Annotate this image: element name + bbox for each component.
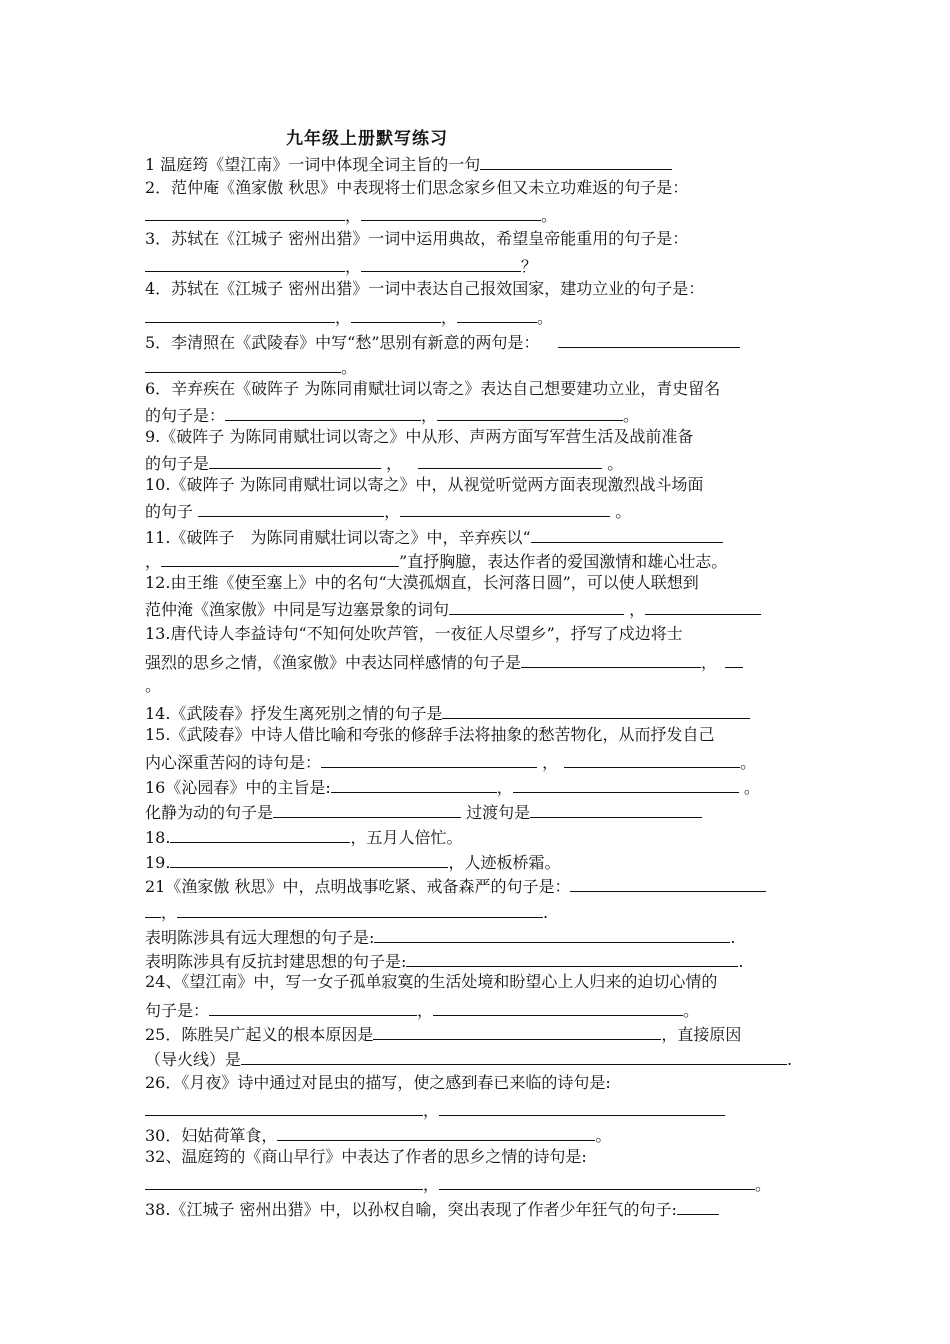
question-22: 表明陈涉具有远大理想的句子是: . xyxy=(145,925,736,947)
question-2: 2．范仲庵《渔家傲 秋思》中表现将士们思念家乡但又未立功难返的句子是： xyxy=(145,178,689,197)
question-5-answers: 。 xyxy=(145,355,357,377)
question-13: 13.唐代诗人李益诗句“不知何处吹芦管，一夜征人尽望乡”，抒写了戍边将士 xyxy=(145,624,683,643)
question-16-b: 化静为动的句子是 过渡句是 xyxy=(145,800,702,822)
question-15-answers: 内心深重苦闷的诗句是： ， 。 xyxy=(145,750,756,772)
question-32: 32、温庭筠的《商山早行》中表达了作者的思乡之情的诗句是: xyxy=(145,1147,587,1166)
question-13-end: 。 xyxy=(145,676,162,695)
answer-blank[interactable] xyxy=(531,525,723,543)
question-9-answers: 的句子是 ， 。 xyxy=(145,451,623,473)
answer-blank[interactable] xyxy=(351,305,441,323)
question-23: 表明陈涉具有反抗封建思想的句子是: . xyxy=(145,949,744,971)
question-30: 30．妇姑荷箪食， 。 xyxy=(145,1123,611,1145)
question-3: 3．苏轼在《江城子 密州出猎》一词中运用典故，希望皇帝能重用的句子是： xyxy=(145,229,689,248)
answer-blank[interactable] xyxy=(437,403,623,421)
page-title: 九年级上册默写练习 xyxy=(286,129,448,149)
question-21: 21《渔家傲 秋思》中，点明战事吃紧、戒备森严的句子是： xyxy=(145,874,766,896)
question-13-answers: 强烈的思乡之情，《渔家傲》中表达同样感情的句子是 ， xyxy=(145,650,743,672)
answer-blank[interactable] xyxy=(361,254,521,272)
answer-blank[interactable] xyxy=(433,998,683,1016)
question-18: 18. ，五月人倍忙。 xyxy=(145,825,462,847)
answer-blank[interactable] xyxy=(241,1047,787,1065)
question-5: 5．李清照在《武陵春》中写“愁”思别有新意的两句是： xyxy=(145,330,740,352)
answer-blank[interactable] xyxy=(449,597,624,615)
answer-blank[interactable] xyxy=(209,998,417,1016)
answer-blank[interactable] xyxy=(677,1197,719,1215)
answer-blank[interactable] xyxy=(225,403,421,421)
answer-blank[interactable] xyxy=(170,850,448,868)
question-9: 9.《破阵子 为陈同甫赋壮词以寄之》中从形、声两方面写军营生活及战前准备 xyxy=(145,427,694,446)
question-24: 24、《望江南》中，写一女子孤单寂寞的生活处境和盼望心上人归来的迫切心情的 xyxy=(145,972,718,991)
question-38: 38.《江城子 密州出猎》中，以孙权自喻，突出表现了作者少年狂气的句子: xyxy=(145,1197,719,1219)
answer-blank[interactable] xyxy=(373,1022,661,1040)
question-6: 6．辛弃疾在《破阵子 为陈同甫赋壮词以寄之》表达自己想要建功立业，青史留名 xyxy=(145,379,721,398)
answer-blank[interactable] xyxy=(145,305,335,323)
answer-blank[interactable] xyxy=(145,1172,423,1190)
question-26-answers: ， xyxy=(145,1098,725,1120)
question-2-answers: ， 。 xyxy=(145,203,557,225)
answer-blank[interactable] xyxy=(457,305,537,323)
answer-blank[interactable] xyxy=(277,1123,595,1141)
answer-blank[interactable] xyxy=(725,650,743,668)
answer-blank[interactable] xyxy=(530,800,702,818)
answer-blank[interactable] xyxy=(480,152,672,170)
answer-blank[interactable] xyxy=(161,549,399,567)
answer-blank[interactable] xyxy=(170,825,350,843)
question-25: 25．陈胜吴广起义的根本原因是 ，直接原因 xyxy=(145,1022,741,1044)
question-26: 26．《月夜》诗中通过对昆虫的描写，使之感到春已来临的诗句是: xyxy=(145,1073,611,1092)
question-11-answers: ， ”直抒胸臆，表达作者的爱国激情和雄心壮志。 xyxy=(145,549,727,571)
question-21-answers: ， . xyxy=(145,900,548,922)
question-16: 16《沁园春》中的主旨是: ， 。 xyxy=(145,775,760,797)
answer-blank[interactable] xyxy=(439,1098,725,1116)
question-10: 10.《破阵子 为陈同甫赋壮词以寄之》中，从视觉听觉两方面表现激烈战斗场面 xyxy=(145,475,704,494)
question-6-answers: 的句子是： ， 。 xyxy=(145,403,639,425)
question-10-answers: 的句子 ， 。 xyxy=(145,499,631,521)
question-1: 1 温庭筠《望江南》一词中体现全词主旨的一句 xyxy=(145,152,672,174)
question-4-answers: ， ， 。 xyxy=(145,305,553,327)
answer-blank[interactable] xyxy=(145,900,161,918)
question-12-answers: 范仲淹《渔家傲》中同是写边塞景象的词句 ， xyxy=(145,597,761,619)
question-19: 19. ，人迹板桥霜。 xyxy=(145,850,560,872)
answer-blank[interactable] xyxy=(513,775,739,793)
answer-blank[interactable] xyxy=(439,1172,755,1190)
answer-blank[interactable] xyxy=(645,597,761,615)
question-32-answers: ， 。 xyxy=(145,1172,771,1194)
answer-blank[interactable] xyxy=(177,900,543,918)
question-12: 12.由王维《使至塞上》中的名句“大漠孤烟直，长河落日圆”，可以使人联想到 xyxy=(145,573,699,592)
answer-blank[interactable] xyxy=(521,650,701,668)
answer-blank[interactable] xyxy=(558,330,740,348)
question-14: 14.《武陵春》抒发生离死别之情的句子是 xyxy=(145,701,750,723)
question-24-answers: 句子是： ， 。 xyxy=(145,998,699,1020)
answer-blank[interactable] xyxy=(145,203,345,221)
question-25-b: （导火线）是 . xyxy=(145,1047,792,1069)
answer-blank[interactable] xyxy=(273,800,461,818)
answer-blank[interactable] xyxy=(564,750,740,768)
answer-blank[interactable] xyxy=(406,949,738,967)
answer-blank[interactable] xyxy=(321,750,537,768)
answer-blank[interactable] xyxy=(418,451,602,469)
answer-blank[interactable] xyxy=(145,355,341,373)
answer-blank[interactable] xyxy=(209,451,381,469)
answer-blank[interactable] xyxy=(145,1098,423,1116)
question-11: 11.《破阵子 为陈同甫赋壮词以寄之》中，辛弃疾以“ xyxy=(145,525,723,547)
answer-blank[interactable] xyxy=(361,203,541,221)
answer-blank[interactable] xyxy=(570,874,766,892)
answer-blank[interactable] xyxy=(331,775,497,793)
answer-blank[interactable] xyxy=(198,499,384,517)
answer-blank[interactable] xyxy=(400,499,610,517)
question-15: 15.《武陵春》中诗人借比喻和夸张的修辞手法将抽象的愁苦物化，从而抒发自己 xyxy=(145,725,715,744)
question-3-answers: ， ？ xyxy=(145,254,537,276)
question-4: 4．苏轼在《江城子 密州出猎》一词中表达自己报效国家，建功立业的句子是： xyxy=(145,279,705,298)
answer-blank[interactable] xyxy=(145,254,345,272)
answer-blank[interactable] xyxy=(374,925,730,943)
answer-blank[interactable] xyxy=(442,701,750,719)
